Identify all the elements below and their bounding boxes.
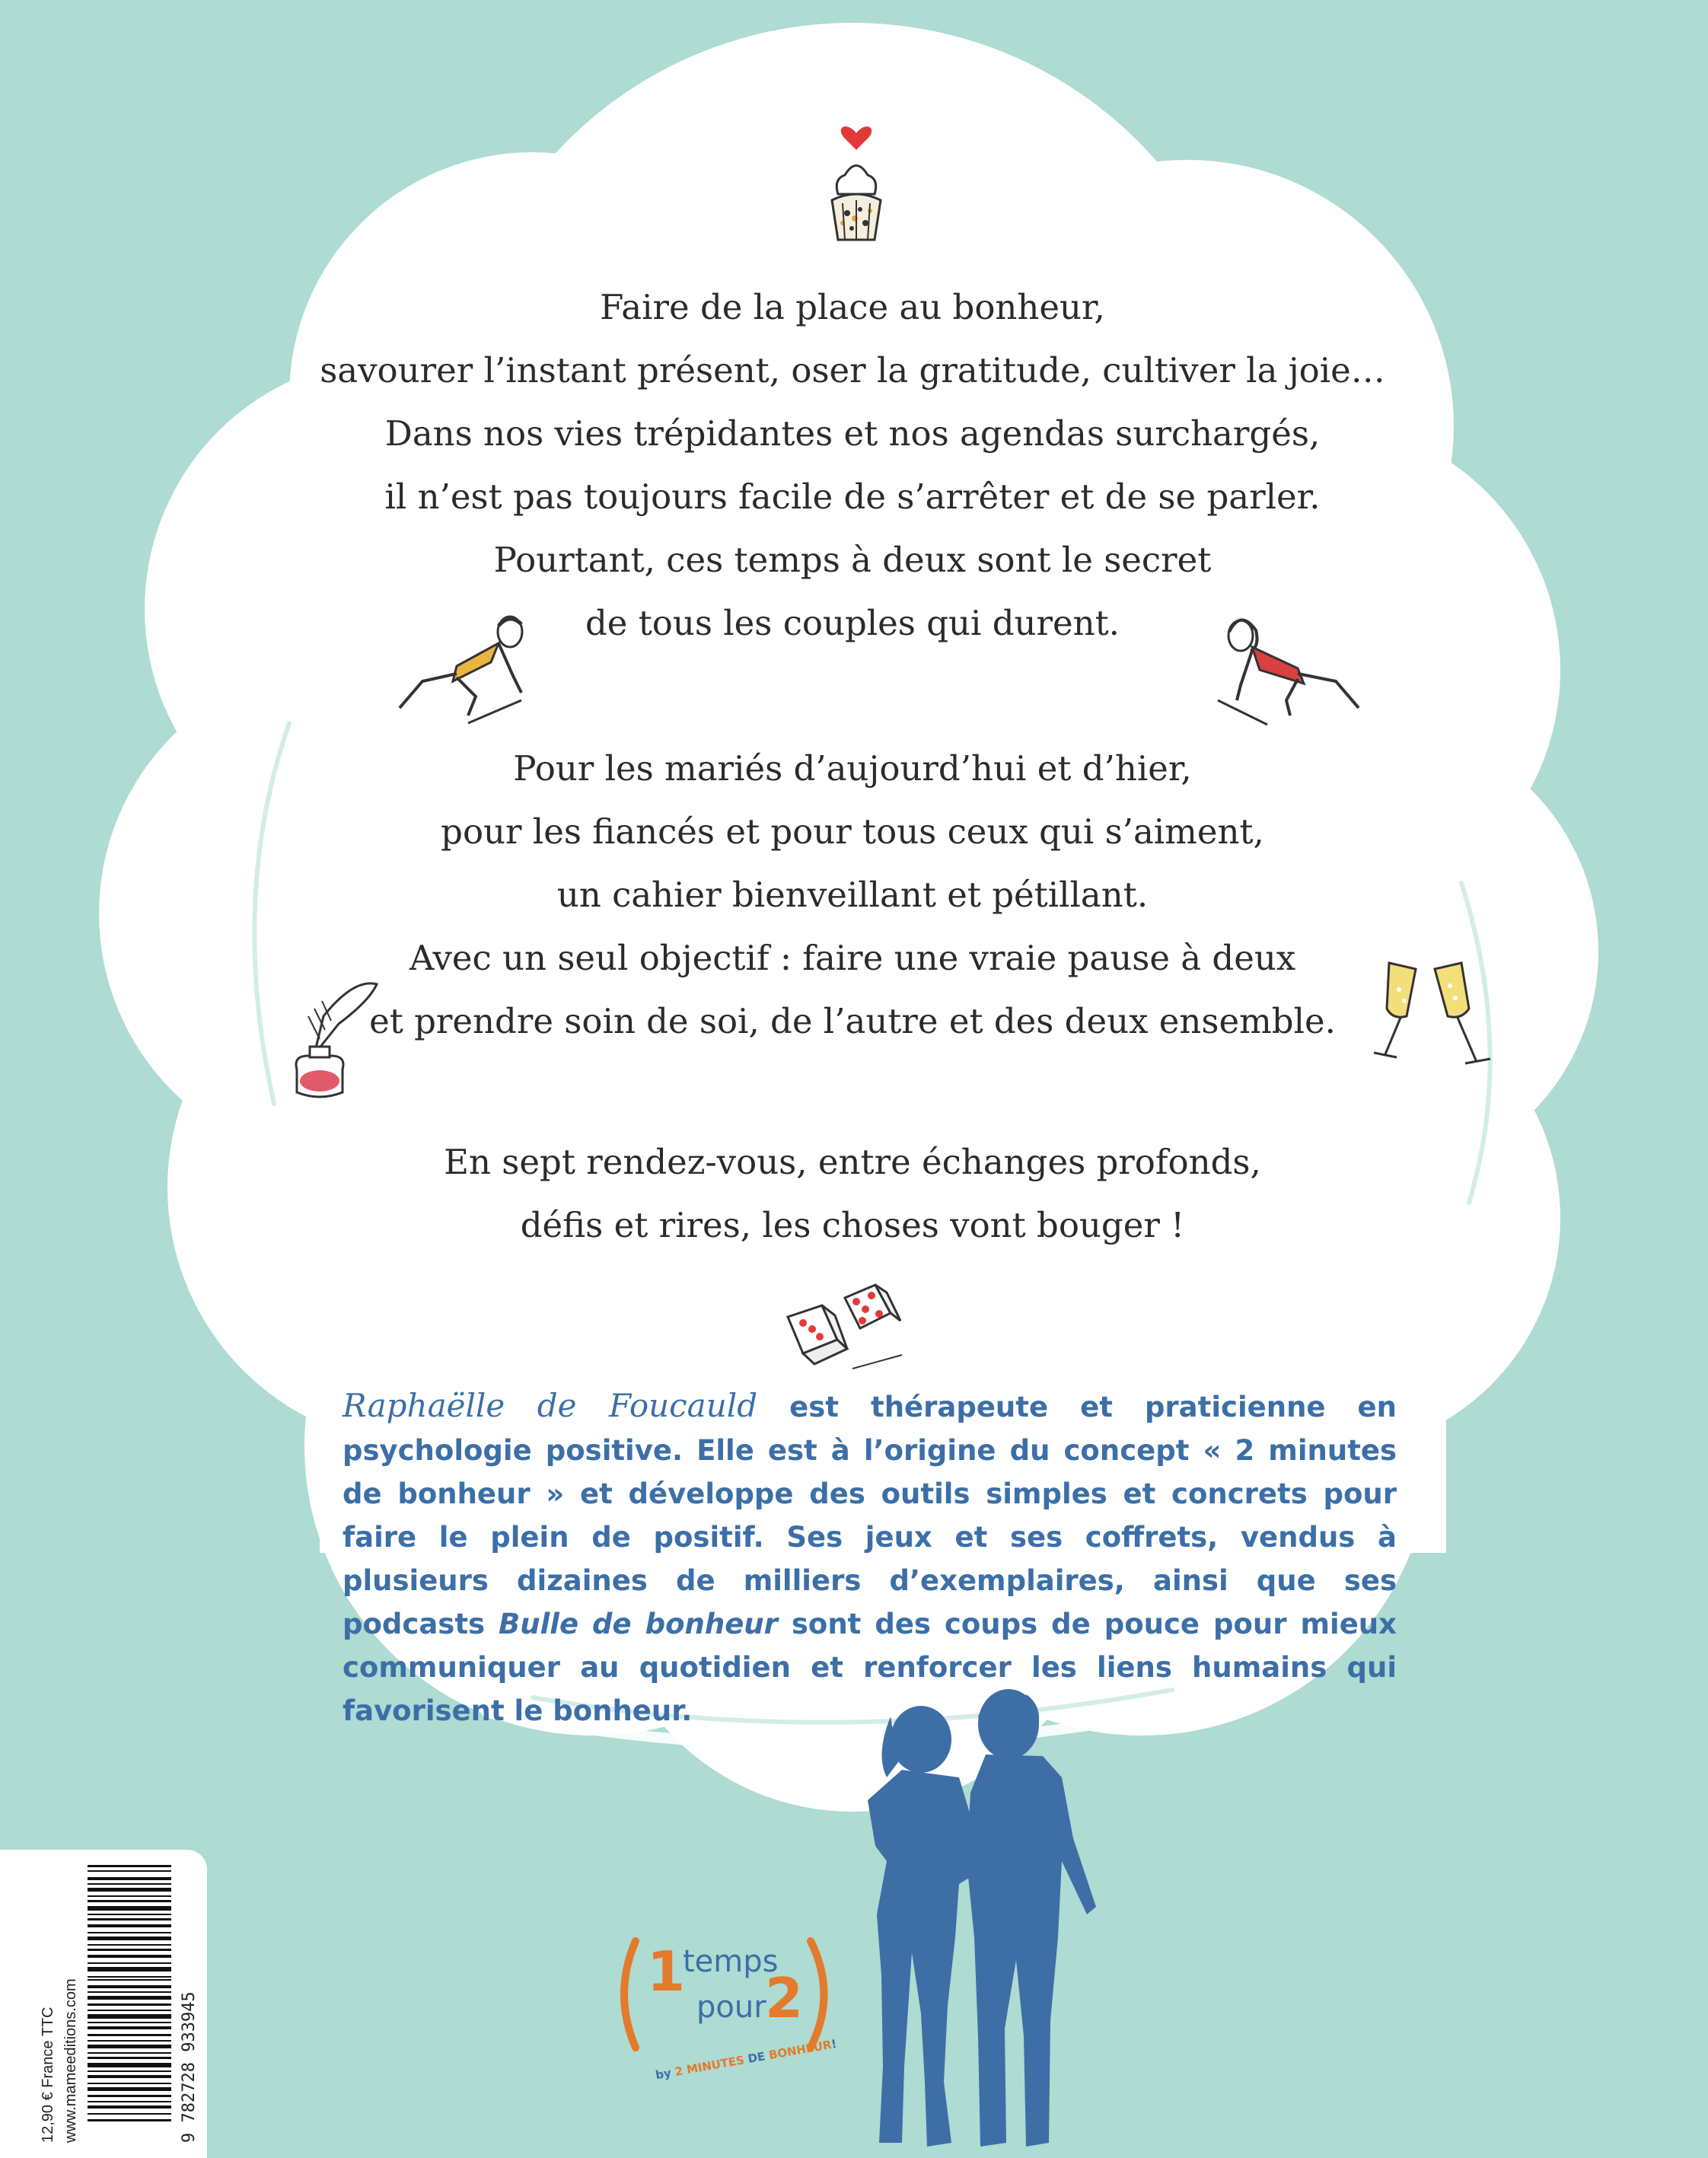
logo-word-temps: temps: [683, 1944, 779, 1979]
barcode-image: [88, 1865, 171, 2124]
cupcake-heart-icon: [818, 118, 894, 247]
author-name: Raphaëlle de Foucauld: [343, 1387, 758, 1424]
logo-tagline-bonheur: BONHEUR: [767, 2037, 833, 2063]
blurb-line: et prendre soin de soi, de l’autre et des deux ensemble.: [369, 1001, 1336, 1041]
blurb-line: il n’est pas toujours facile de s’arrêter et de se parler.: [384, 477, 1321, 517]
logo-tagline-mark: !: [830, 2036, 838, 2051]
author-bio: [343, 1384, 1397, 1732]
runner-woman-icon: [1214, 609, 1381, 731]
logo-tagline-by: by: [654, 2065, 677, 2083]
logo-number-two: 2: [765, 1966, 804, 2030]
website-text: www.mameeditions.com: [62, 1978, 79, 2143]
blurb-paragraph-3: [228, 1130, 1477, 1257]
blurb-line: Pour les mariés d’aujourd’hui et d’hier,: [513, 748, 1192, 789]
bio-text: sont des coups de pouce pour mieux communiquer au quotidien et renforcer les liens humains qui favorisent le bonheur.: [343, 1608, 1397, 1727]
logo-tagline: [655, 2037, 838, 2083]
logo-number-one: 1: [647, 1940, 686, 2003]
brand-logo: [613, 1918, 841, 2086]
blurb-line: En sept rendez-vous, entre échanges profonds,: [444, 1142, 1261, 1182]
blurb-line: défis et rires, les choses vont bouger !: [520, 1205, 1185, 1245]
blurb-line: de tous les couples qui durent.: [585, 603, 1120, 643]
blurb-line: savourer l’instant présent, oser la gratitude, cultiver la joie…: [320, 350, 1385, 390]
logo-tagline-minutes: 2 MINUTES: [674, 2053, 746, 2079]
blurb-paragraph-1: [228, 276, 1477, 655]
blurb-line: Faire de la place au bonheur,: [600, 287, 1105, 327]
logo-tagline-de: DE: [743, 2048, 770, 2067]
blurb-line: pour les fiancés et pour tous ceux qui s’aiment,: [441, 811, 1264, 852]
blurb-line: Pourtant, ces temps à deux sont le secret: [493, 540, 1212, 580]
blurb-paragraph-2: [228, 737, 1477, 1053]
podcast-title: Bulle de bonheur: [499, 1608, 778, 1640]
quill-inkpot-icon: [278, 971, 392, 1108]
dice-icon: [780, 1279, 910, 1378]
runner-man-icon: [384, 609, 544, 731]
blurb-line: Dans nos vies trépidantes et nos agendas surchargés,: [384, 413, 1321, 454]
isbn-text: 9 782728 933945: [180, 1991, 199, 2143]
bio-text: est thérapeute et praticienne en psychologie positive. Elle est à l’origine du concept « 2 minutes de bonheur » et développe des outils simples et concrets pour faire le plein de positif. Ses jeux et ses coffrets, vendus à plusieurs dizaines de milliers d’exemplaires, ainsi que ses podcasts: [343, 1391, 1397, 1640]
price-text: 12,90 € France TTC: [40, 2007, 56, 2143]
blurb-line: Avec un seul objectif : faire une vraie pause à deux: [409, 938, 1296, 978]
logo-word-pour: pour: [696, 1990, 766, 2025]
champagne-glasses-icon: [1370, 948, 1499, 1077]
blurb-line: un cahier bienveillant et pétillant.: [556, 875, 1149, 915]
couple-silhouette-icon: [845, 1686, 1119, 2158]
barcode-panel: [0, 1850, 207, 2158]
